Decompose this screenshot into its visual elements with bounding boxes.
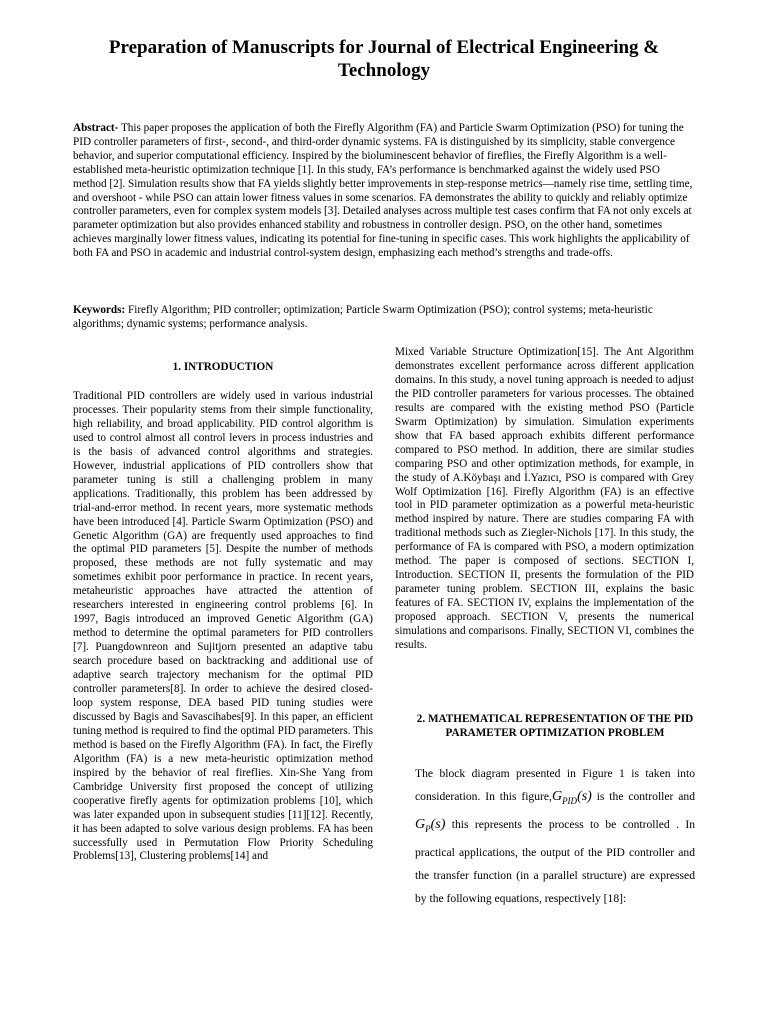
abstract: [73, 122, 696, 261]
gp-symbol: [415, 817, 445, 832]
abstract-label: Abstract-: [73, 122, 119, 134]
section-1-body-continued: Mixed Variable Structure Optimization[15]. The Ant Algorithm demonstrates excellent performance across different application domains. In this study, a novel tuning approach is needed to adjust the PID controller parameters for various processes. The obtained results are compared with the existing method PSO (Particle Swarm Optimization) by simulation. Simulation experiments show that FA based approach exhibits different performance compared to PSO method. In addition, there are similar studies comparing PSO and other optimization methods, for example, in the study of A.Köybaşı and İ.Yazıcı, PSO is compared with Grey Wolf Optimization [16]. Firefly Algorithm (FA) is an effective tool in PID parameter optimization as a powerful meta-heuristic method inspired by nature. There are studies comparing FA with traditional methods such as Ziegler-Nichols [17]. In this study, the performance of FA is compared with PSO, a modern optimization method. The paper is composed of sections. SECTION I, Introduction. SECTION II, presents the formulation of the PID parameter tuning problem. SECTION III, explains the basic features of FA. SECTION IV, explains the implementation of the proposed approach. SECTION V, presents the numerical simulations and comparisons. Finally, SECTION VI, combines the results.: [395, 346, 694, 652]
section-1-body: Traditional PID controllers are widely used in various industrial processes. Their popularity stems from their simple functionality, high reliability, and broad applicability. PID control algorithm is used to control almost all control levers in process industries and is the basis of advanced control algorithms and strategies. However, industrial applications of PID controllers show that parameter tuning is still a challenging problem in many applications. Traditionally, this problem has been addressed by trial-and-error method. In recent years, more systematic methods have been introduced [4]. Particle Swarm Optimization (PSO) and Genetic Algorithm (GA) are frequently used approaches to find the optimal PID parameters [5]. Despite the number of methods proposed, these methods are not fully systematic and may sometimes exhibit poor performance in practice. In recent years, metaheuristic approaches have attracted the attention of researchers interested in engineering control problems [6]. In 1997, Bagis introduced an improved Genetic Algorithm (GA) method to determine the optimal parameters for PID controllers [7]. Puangdownreon and Sujitjorn presented an adaptive tabu search procedure based on backtracking and additional use of adaptive search trajectory mechanism for the optimal PID controller parameters[8]. In order to achieve the desired closed-loop system response, DEA based PID tuning studies were discussed by Bagis and Savascihabes[9]. In this paper, an efficient tuning method is required to find the optimal PID parameters. This method is based on the Firefly Algorithm (FA). In fact, the Firefly Algorithm (FA) is a new meta-heuristic optimization method inspired by the behavior of real fireflies. Xin-She Yang from Cambridge University first proposed the concept of utilizing cooperative firefly agents for optimization problems [10], which was later expanded upon in subsequent studies [11][12]. Recently, it has been adapted to solve various design problems. FA has been successfully used in Permutation Flow Priority Scheduling Problems[13], Clustering problems[14] and: [73, 390, 373, 863]
abstract-text: This paper proposes the application of both the Firefly Algorithm (FA) and Particle Swarm Optimization (PSO) for tuning the PID controller parameters of first-, second-, and third-order dynamic systems. FA is distinguished by its simplicity, stable convergence behavior, and superior computational efficiency. Inspired by the bioluminescent behavior of fireflies, the Firefly Algorithm is a well-established meta-heuristic optimization technique [1]. In this study, FA’s performance is benchmarked against the widely used PSO method [2]. Simulation results show that FA yields slightly better improvements in step-response metrics—namely rise time, settling time, and overshoot - while PSO can attain lower fitness values in some scenarios. FA demonstrates the ability to quickly and reliably optimize controller parameters, even for complex system models [3]. Detailed analyses across multiple test cases confirm that FA not only excels at parameter optimization but also provides enhanced stability and robustness in controller design. PSO, on the other hand, sometimes achieves marginally lower fitness values, indicating its potential for fine-tuning in specific cases. This work highlights the applicability of both FA and PSO in academic and industrial control-system design, emphasizing each method’s strengths and trade-offs.: [73, 122, 693, 260]
paper-title: Preparation of Manuscripts for Journal of Electrical Engineering & Technology: [108, 37, 660, 81]
section-2-text-b: is the controller and: [591, 790, 695, 803]
gpid-subscript: PID: [562, 795, 578, 806]
gp-argument: (s): [430, 816, 446, 832]
section-2-heading: 2. MATHEMATICAL REPRESENTATION OF THE PID PARAMETER OPTIMIZATION PROBLEM: [416, 713, 694, 739]
gpid-argument: (s): [577, 789, 592, 804]
keywords-label: Keywords:: [73, 304, 126, 316]
gp-subscript: P: [425, 823, 431, 834]
gpid-symbol: [552, 789, 592, 804]
section-2-text-a: The block diagram presented in Figure 1 is taken into consideration. In this figure,: [415, 767, 695, 803]
section-1-heading: 1. INTRODUCTION: [172, 361, 274, 373]
gpid-letter: G: [551, 789, 563, 804]
section-2-text-c: this represents the process to be controlled . In practical applications, the output of the PID controller and the transfer function (in a parallel structure) are expressed by the following equations, respectively [18]:: [415, 817, 695, 905]
section-2-body: [415, 762, 695, 910]
gp-letter: G: [415, 816, 426, 832]
keywords: [73, 304, 696, 332]
keywords-text: Firefly Algorithm; PID controller; optimization; Particle Swarm Optimization (PSO); control systems; meta-heuristic algorithms; dynamic systems; performance analysis.: [73, 304, 653, 330]
